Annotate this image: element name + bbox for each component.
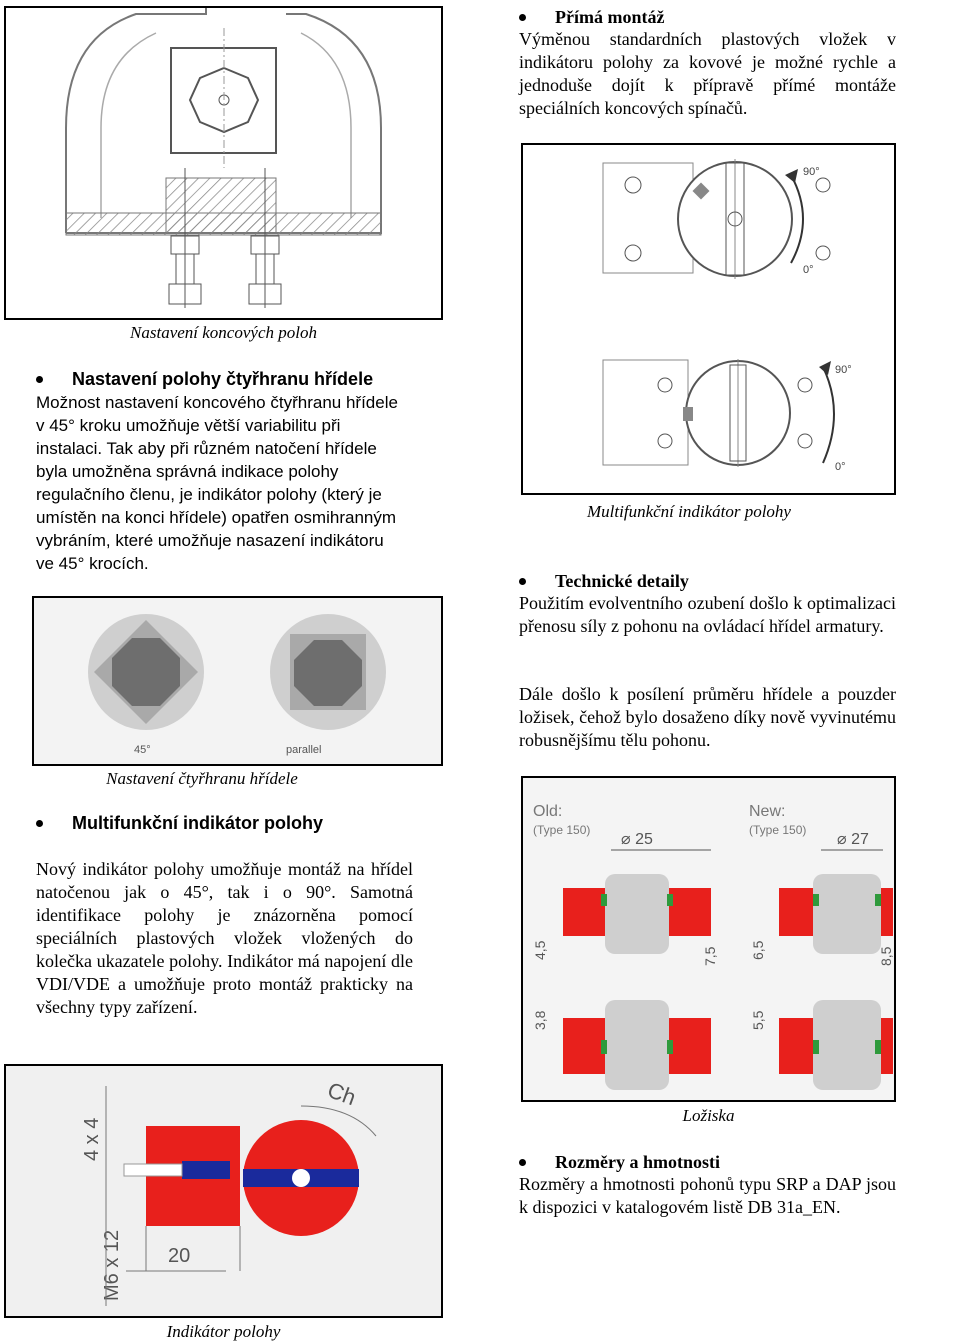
heading-direct-mount: Přímá montáž (519, 7, 919, 29)
text-technical-details-1: Použitím evolventního ozubení došlo k optimalizaci přenosu síly z pohonu na ovládací hřídel armatury. (519, 593, 896, 636)
label-0-bottom: 0° (835, 461, 846, 473)
caption-shaft-square: Nastavení čtyřhranu hřídele (106, 769, 298, 788)
dim-20: 20 (168, 1245, 191, 1267)
multifunction-indicator-figure (521, 143, 896, 495)
label-new-type: (Type 150) (749, 823, 807, 837)
square-orientation-svg (34, 598, 441, 764)
heading-multifunction-indicator: Multifunkční indikátor polohy (36, 813, 436, 835)
multifunction-indicator-svg (523, 145, 894, 493)
label-90-top: 90° (803, 166, 820, 178)
label-0-top: 0° (803, 264, 814, 276)
end-position-drawing (4, 6, 443, 320)
caption-multifunction-indicator: Multifunkční indikátor polohy (587, 502, 791, 521)
label-old: Old: (533, 803, 563, 820)
position-indicator-figure (4, 1064, 443, 1318)
bullet-icon (519, 14, 526, 21)
end-position-svg (6, 8, 441, 318)
square-orientation-figure (32, 596, 443, 766)
dim-3-8: 3,8 (532, 1010, 548, 1030)
bullet-icon (36, 820, 43, 827)
dim-4-5: 4,5 (532, 940, 548, 960)
bullet-icon (36, 376, 43, 383)
caption-position-indicator: Indikátor polohy (166, 1322, 281, 1341)
text-dimensions-weights: Rozměry a hmotnosti pohonů typu SRP a DAP jsou k dispozici v katalogovém listě DB 31a_EN. (519, 1174, 896, 1217)
heading-shaft-square: Nastavení polohy čtyřhranu hřídele (36, 369, 436, 391)
label-45: 45° (134, 744, 151, 756)
label-old-type: (Type 150) (533, 823, 591, 837)
caption-end-positions: Nastavení koncových poloh (130, 323, 317, 342)
position-indicator-svg (6, 1066, 441, 1316)
dim-m6: M6 x 12 (101, 1229, 123, 1301)
label-90-bottom: 90° (835, 364, 852, 376)
dim-6-5: 6,5 (750, 940, 766, 960)
heading-technical-details: Technické detaily (519, 571, 919, 593)
bullet-icon (519, 1159, 526, 1166)
bearings-svg (523, 778, 894, 1100)
text-shaft-square: Možnost nastavení koncového čtyřhranu hřídele v 45° kroku umožňuje větší variabilitu při instalaci. Tak aby při různém natočení hřídele byla umožněna správná indikace polohy regulačního členu, je indikátor polohy (který je umístěn na konci hřídele) opatřen osmihranným vybráním, které umožňuje nasazení indikátoru ve 45° krocích. (36, 393, 398, 573)
dim-7-5: 7,5 (702, 946, 718, 966)
bearings-figure (521, 776, 896, 1102)
label-dia-27: ⌀ 27 (837, 831, 869, 848)
text-technical-details-2: Dále došlo k posílení průměru hřídele a pouzder ložisek, čehož bylo dosaženo díky nově vyvinutému robusnějšímu tělu pohonu. (519, 684, 896, 750)
text-multifunction-indicator: Nový indikátor polohy umožňuje montáž na hřídel natočenou jak o 45°, tak i o 90°. Samotná identifikace polohy je znázorněna pomocí speciálních plastových vložek vložených do kolečka ukazatele polohy. Indikátor má napojení dle VDI/VDE a umožňuje proto montáž prakticky na všechny typy zařízení. (36, 859, 413, 1017)
dim-4x4: 4 x 4 (81, 1117, 103, 1161)
label-new: New: (749, 803, 786, 820)
label-dia-25: ⌀ 25 (621, 831, 653, 848)
text-direct-mount: Výměnou standardních plastových vložek v indikátoru polohy za kovové je možné rychle a jednoduše dojít k přípravě přímé montáže speciálních koncových spínačů. (519, 29, 896, 118)
dim-8-5: 8,5 (878, 946, 894, 966)
dim-ch: Ch (324, 1077, 360, 1111)
dim-5-5: 5,5 (750, 1010, 766, 1030)
heading-dimensions-weights: Rozměry a hmotnosti (519, 1152, 919, 1174)
label-parallel: parallel (286, 744, 322, 756)
bullet-icon (519, 578, 526, 585)
caption-bearings: Ložiska (682, 1106, 735, 1125)
